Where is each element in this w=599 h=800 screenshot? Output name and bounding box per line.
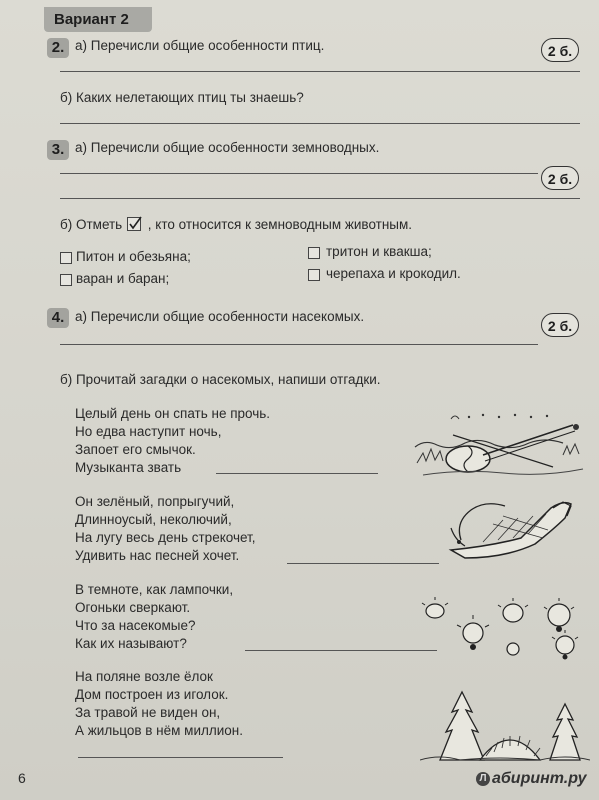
watermark-text: абиринт.ру xyxy=(492,770,587,787)
task-3-points-badge: 2 б. xyxy=(541,166,579,190)
answer-line[interactable] xyxy=(60,344,538,345)
riddle-line: Но едва наступит ночь, xyxy=(75,424,222,439)
riddle-line: Музыканта звать xyxy=(75,460,182,475)
riddle-4-answer-line[interactable] xyxy=(78,757,283,758)
riddle-line: Удивить нас песней хочет. xyxy=(75,548,240,563)
option-label: Питон и обезьяна; xyxy=(76,249,191,264)
grasshopper-icon xyxy=(443,490,583,565)
riddle-line: На поляне возле ёлок xyxy=(75,669,213,684)
variant-header: Вариант 2 xyxy=(44,7,152,32)
fireflies-icon xyxy=(413,597,588,667)
riddle-2 xyxy=(75,493,256,565)
riddle-3 xyxy=(75,581,233,653)
option-checkbox[interactable] xyxy=(60,274,72,286)
check-mark-icon xyxy=(127,216,143,230)
task-4b-instruction: б) Прочитай загадки о насекомых, напиши отгадки. xyxy=(60,372,381,387)
riddle-line: За травой не виден он, xyxy=(75,705,221,720)
option-label: варан и баран; xyxy=(76,271,170,286)
labirint-logo-icon: Л xyxy=(476,772,490,786)
riddle-line: Что за насекомые? xyxy=(75,618,196,633)
riddle-line: А жильцов в нём миллион. xyxy=(75,723,243,738)
answer-line[interactable] xyxy=(60,71,580,72)
anthill-icon xyxy=(420,682,590,762)
riddle-line: Целый день он спать не прочь. xyxy=(75,406,271,421)
answer-line[interactable] xyxy=(60,198,580,199)
option-checkbox[interactable] xyxy=(308,247,320,259)
option-label: черепаха и крокодил. xyxy=(326,266,461,281)
answer-line[interactable] xyxy=(60,173,538,174)
page-number: 6 xyxy=(18,770,26,786)
riddle-4 xyxy=(75,668,243,740)
task-3b-suffix: , кто относится к земноводным животным. xyxy=(147,217,413,232)
task-3b-prefix: б) Отметь xyxy=(60,217,123,232)
riddle-line: В темноте, как лампочки, xyxy=(75,582,234,597)
riddle-line: Как их называют? xyxy=(75,636,187,651)
answer-line[interactable] xyxy=(60,123,580,124)
task-3b-instruction xyxy=(60,216,412,233)
task-2-number: 2. xyxy=(47,38,69,58)
task-4-number: 4. xyxy=(47,308,69,328)
task-4a-question: а) Перечисли общие особенности насекомых. xyxy=(75,309,365,324)
task-4-points-badge: 2 б. xyxy=(541,313,579,337)
riddle-1 xyxy=(75,405,270,477)
option-checkbox[interactable] xyxy=(308,269,320,281)
task-3-number: 3. xyxy=(47,140,69,160)
task-2-points-badge: 2 б. xyxy=(541,38,579,62)
riddle-line: На лугу весь день стрекочет, xyxy=(75,530,256,545)
option-label: тритон и квакша; xyxy=(326,244,432,259)
riddle-line: Он зелёный, попрыгучий, xyxy=(75,494,235,509)
task-2b-question: б) Каких нелетающих птиц ты знаешь? xyxy=(60,90,304,105)
task-3a-question: а) Перечисли общие особенности земноводных. xyxy=(75,140,380,155)
watermark xyxy=(476,770,587,788)
riddle-2-answer-line[interactable] xyxy=(287,563,439,564)
task-2a-question: а) Перечисли общие особенности птиц. xyxy=(75,38,325,53)
riddle-1-answer-line[interactable] xyxy=(216,473,378,474)
violin-icon xyxy=(413,405,588,480)
riddle-line: Длинноусый, неколючий, xyxy=(75,512,232,527)
riddle-line: Огоньки сверкают. xyxy=(75,600,191,615)
riddle-3-answer-line[interactable] xyxy=(245,650,437,651)
riddle-line: Запоет его смычок. xyxy=(75,442,196,457)
riddle-line: Дом построен из иголок. xyxy=(75,687,229,702)
option-checkbox[interactable] xyxy=(60,252,72,264)
